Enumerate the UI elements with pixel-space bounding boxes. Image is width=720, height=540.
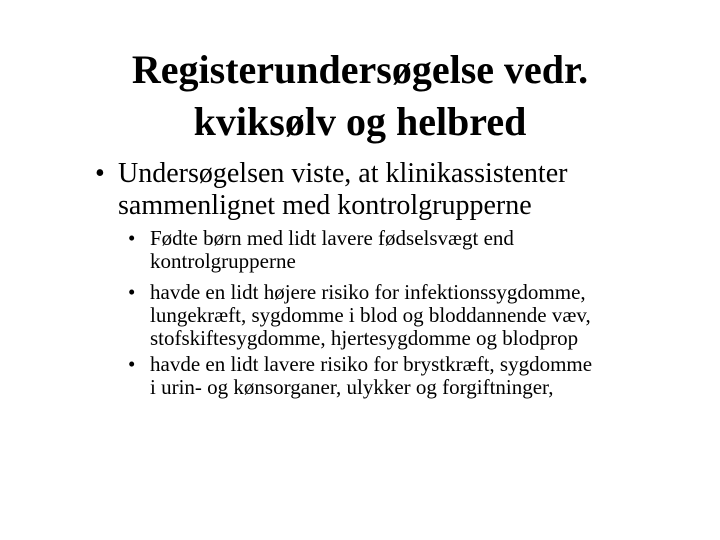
sub-bullet-1-line-1: Fødte børn med lidt lavere fødselsvægt end [150, 226, 514, 250]
slide-title [60, 44, 660, 148]
sub-bullet-3-line-2: i urin- og kønsorganer, ulykker og forgiftninger, [150, 375, 554, 399]
main-bullet-item [95, 158, 695, 222]
main-bullet-line-2: sammenlignet med kontrolgrupperne [118, 190, 532, 221]
sub-bullet-item-3 [128, 353, 688, 399]
sub-bullet-item-1 [128, 227, 688, 273]
sub-bullet-1-line-2: kontrolgrupperne [150, 249, 296, 273]
sub-bullet-3-line-1: havde en lidt lavere risiko for brystkræft, sygdomme [150, 352, 593, 376]
bullet-icon: • [95, 158, 105, 189]
sub-bullet-item-2 [128, 281, 688, 350]
sub-bullet-2-line-1: havde en lidt højere risiko for infektionssygdomme, [150, 280, 586, 304]
bullet-icon: • [128, 226, 136, 250]
bullet-icon: • [128, 280, 136, 304]
sub-bullet-2-line-3: stofskiftesygdomme, hjertesygdomme og blodprop [150, 326, 579, 350]
bullet-icon: • [128, 352, 136, 376]
sub-bullet-2-line-2: lungekræft, sygdomme i blod og bloddannende væv, [150, 303, 591, 327]
main-bullet-line-1: Undersøgelsen viste, at klinikassistenter [118, 158, 568, 189]
slide-title-line-1: Registerundersøgelse vedr. [131, 47, 589, 92]
slide-title-line-2: kviksølv og helbred [193, 99, 527, 144]
